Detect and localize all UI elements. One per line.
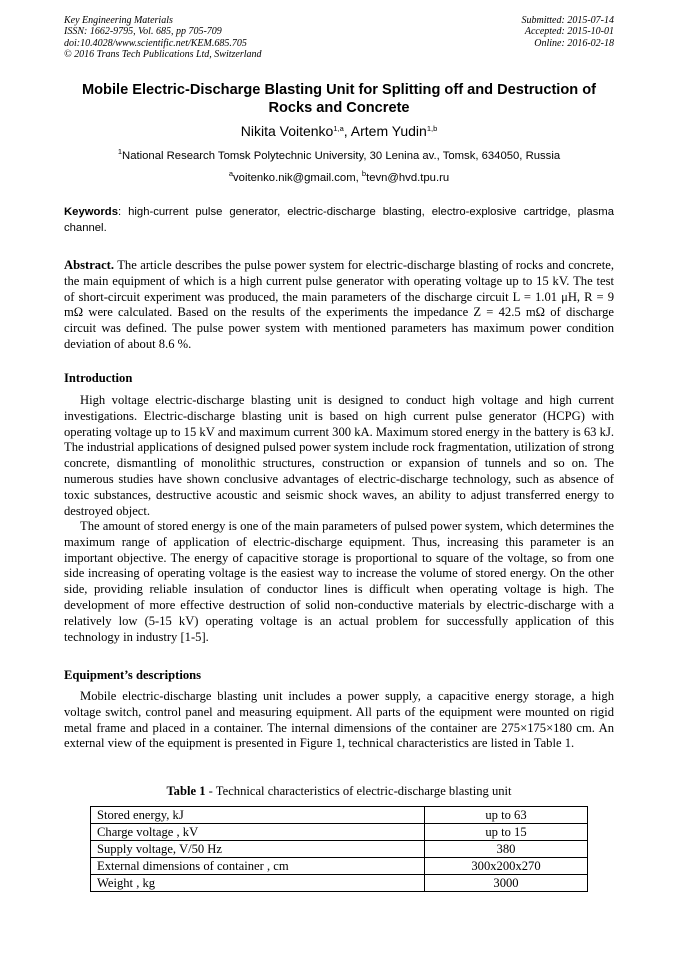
table-cell-value: up to 63 <box>425 807 588 824</box>
author-2: Artem Yudin <box>350 123 427 139</box>
email-a: voitenko.nik@gmail.com, <box>233 172 362 184</box>
email-a-sup: a <box>228 169 234 178</box>
affiliation-sup: 1 <box>117 147 123 156</box>
submitted-date: Submitted: 2015-07-14 <box>521 15 614 26</box>
email-b: tevn@hvd.tpu.ru <box>366 172 450 184</box>
accepted-date: Accepted: 2015-10-01 <box>524 26 614 38</box>
table-cell-value: 380 <box>425 841 588 858</box>
email-b-sup: b <box>361 169 367 178</box>
table-cell-parameter: Weight , kg <box>91 875 425 892</box>
table-row <box>91 875 588 892</box>
abstract-label: Abstract. <box>64 258 115 272</box>
journal-name: Key Engineering Materials <box>64 15 173 26</box>
table-cell-value: up to 15 <box>425 824 588 841</box>
technical-characteristics-table <box>90 806 588 892</box>
abstract-text: The article describes the pulse power system for electric-discharge blasting of rocks and concrete, the main equipment of which is a high current pulse generator with operating voltage up to 15 kV. The test of short-circuit experiment was produced, the main parameters of the discharge circuit L = 1.01 μH, R = 9 mΩ were calculated. Based on the results of the experiments the impedance Z = 42.5 mΩ of discharge circuit was defined. The pulse power system with mentioned parameters has maximum power condition deviation of about 8.6 %. <box>64 258 614 351</box>
table-caption <box>0 784 678 799</box>
affiliation-text: National Research Tomsk Polytechnic University, 30 Lenina av., Tomsk, 634050, Russia <box>122 150 561 162</box>
submission-dates <box>522 15 615 49</box>
keywords-label: Keywords <box>64 206 118 218</box>
keywords-text: : high-current pulse generator, electric-discharge blasting, electro-explosive cartridge, plasma channel. <box>64 206 614 234</box>
author-1: Nikita Voitenko <box>240 123 334 139</box>
table-cell-parameter: Charge voltage , kV <box>91 824 425 841</box>
introduction-heading: Introduction <box>64 371 133 385</box>
abstract <box>64 258 614 353</box>
author-separator: , <box>343 123 351 139</box>
journal-info <box>64 15 262 60</box>
introduction-paragraph-2: The amount of stored energy is one of the main parameters of pulsed power system, which determines the maximum range of application of electric-discharge equipment. Thus, increasing this parameter is an important objective. The energy of capacitive storage is proportional to square of the voltage, so from one side increasing of operating voltage is the easiest way to increase the volume of stored energy. On the other side, providing reliable insulation of conductor lines is difficult when operating voltage is high. The development of more effective destruction of solid non-conductive materials by electric-discharge with a relatively low (5-15 kV) operating voltage is an actual problem for successfully application of this technology in industry [1-5]. <box>64 519 614 644</box>
author-emails <box>0 170 678 186</box>
table-row <box>91 841 588 858</box>
table-caption-label: Table 1 <box>166 784 206 798</box>
online-date: Online: 2016-02-18 <box>534 37 614 49</box>
affiliation <box>0 148 678 164</box>
table-row <box>91 824 588 841</box>
keywords <box>64 205 614 236</box>
table-cell-value: 3000 <box>425 875 588 892</box>
table-row <box>91 858 588 875</box>
equipment-paragraph-1: Mobile electric-discharge blasting unit includes a power supply, a capacitive energy storage, a high voltage switch, control panel and measuring equipment. All parts of the equipment were mounted on rigid metal frame and placed in a container. The internal dimensions of the container are 275×175×180 cm. An external view of the equipment is presented in Figure 1, technical characteristics are listed in Table 1. <box>64 689 614 751</box>
equipment-heading: Equipment’s descriptions <box>64 668 202 682</box>
table-cell-parameter: Stored energy, kJ <box>91 807 425 824</box>
author-1-sup: 1,a <box>333 124 344 133</box>
journal-copyright: © 2016 Trans Tech Publications Ltd, Switzerland <box>64 48 262 60</box>
table-cell-value: 300x200x270 <box>425 858 588 875</box>
table-caption-text: - Technical characteristics of electric-discharge blasting unit <box>205 784 512 798</box>
journal-doi: doi:10.4028/www.scientific.net/KEM.685.705 <box>64 37 247 49</box>
author-2-sup: 1,b <box>426 124 438 133</box>
table-cell-parameter: Supply voltage, V/50 Hz <box>91 841 425 858</box>
paper-title: Mobile Electric-Discharge Blasting Unit for Splitting off and Destruction of Rocks and Concrete <box>81 82 597 116</box>
journal-issn: ISSN: 1662-9795, Vol. 685, pp 705-709 <box>64 26 222 38</box>
table-row <box>91 807 588 824</box>
introduction-paragraph-1: High voltage electric-discharge blasting unit is designed to conduct high voltage and high current investigations. Electric-discharge blasting unit is based on high current pulse generator (HCPG) with operating voltage up to 15 kV and maximum current 300 kA. Maximum stored energy in the battery is 63 kJ. The industrial applications of designed pulsed power system include rock fragmentation, utilization of strong concrete, dismantling of monolithic structures, construction or expansion of tunnels and so on. The numerous studies have shown conclusive advantages of electric-discharge technology, such as absence of toxic substances, destructive acoustic and seismic shock waves, an ability to adjust transferred energy to destroyed object. <box>64 393 614 518</box>
author-line <box>0 122 678 140</box>
table-cell-parameter: External dimensions of container , cm <box>91 858 425 875</box>
